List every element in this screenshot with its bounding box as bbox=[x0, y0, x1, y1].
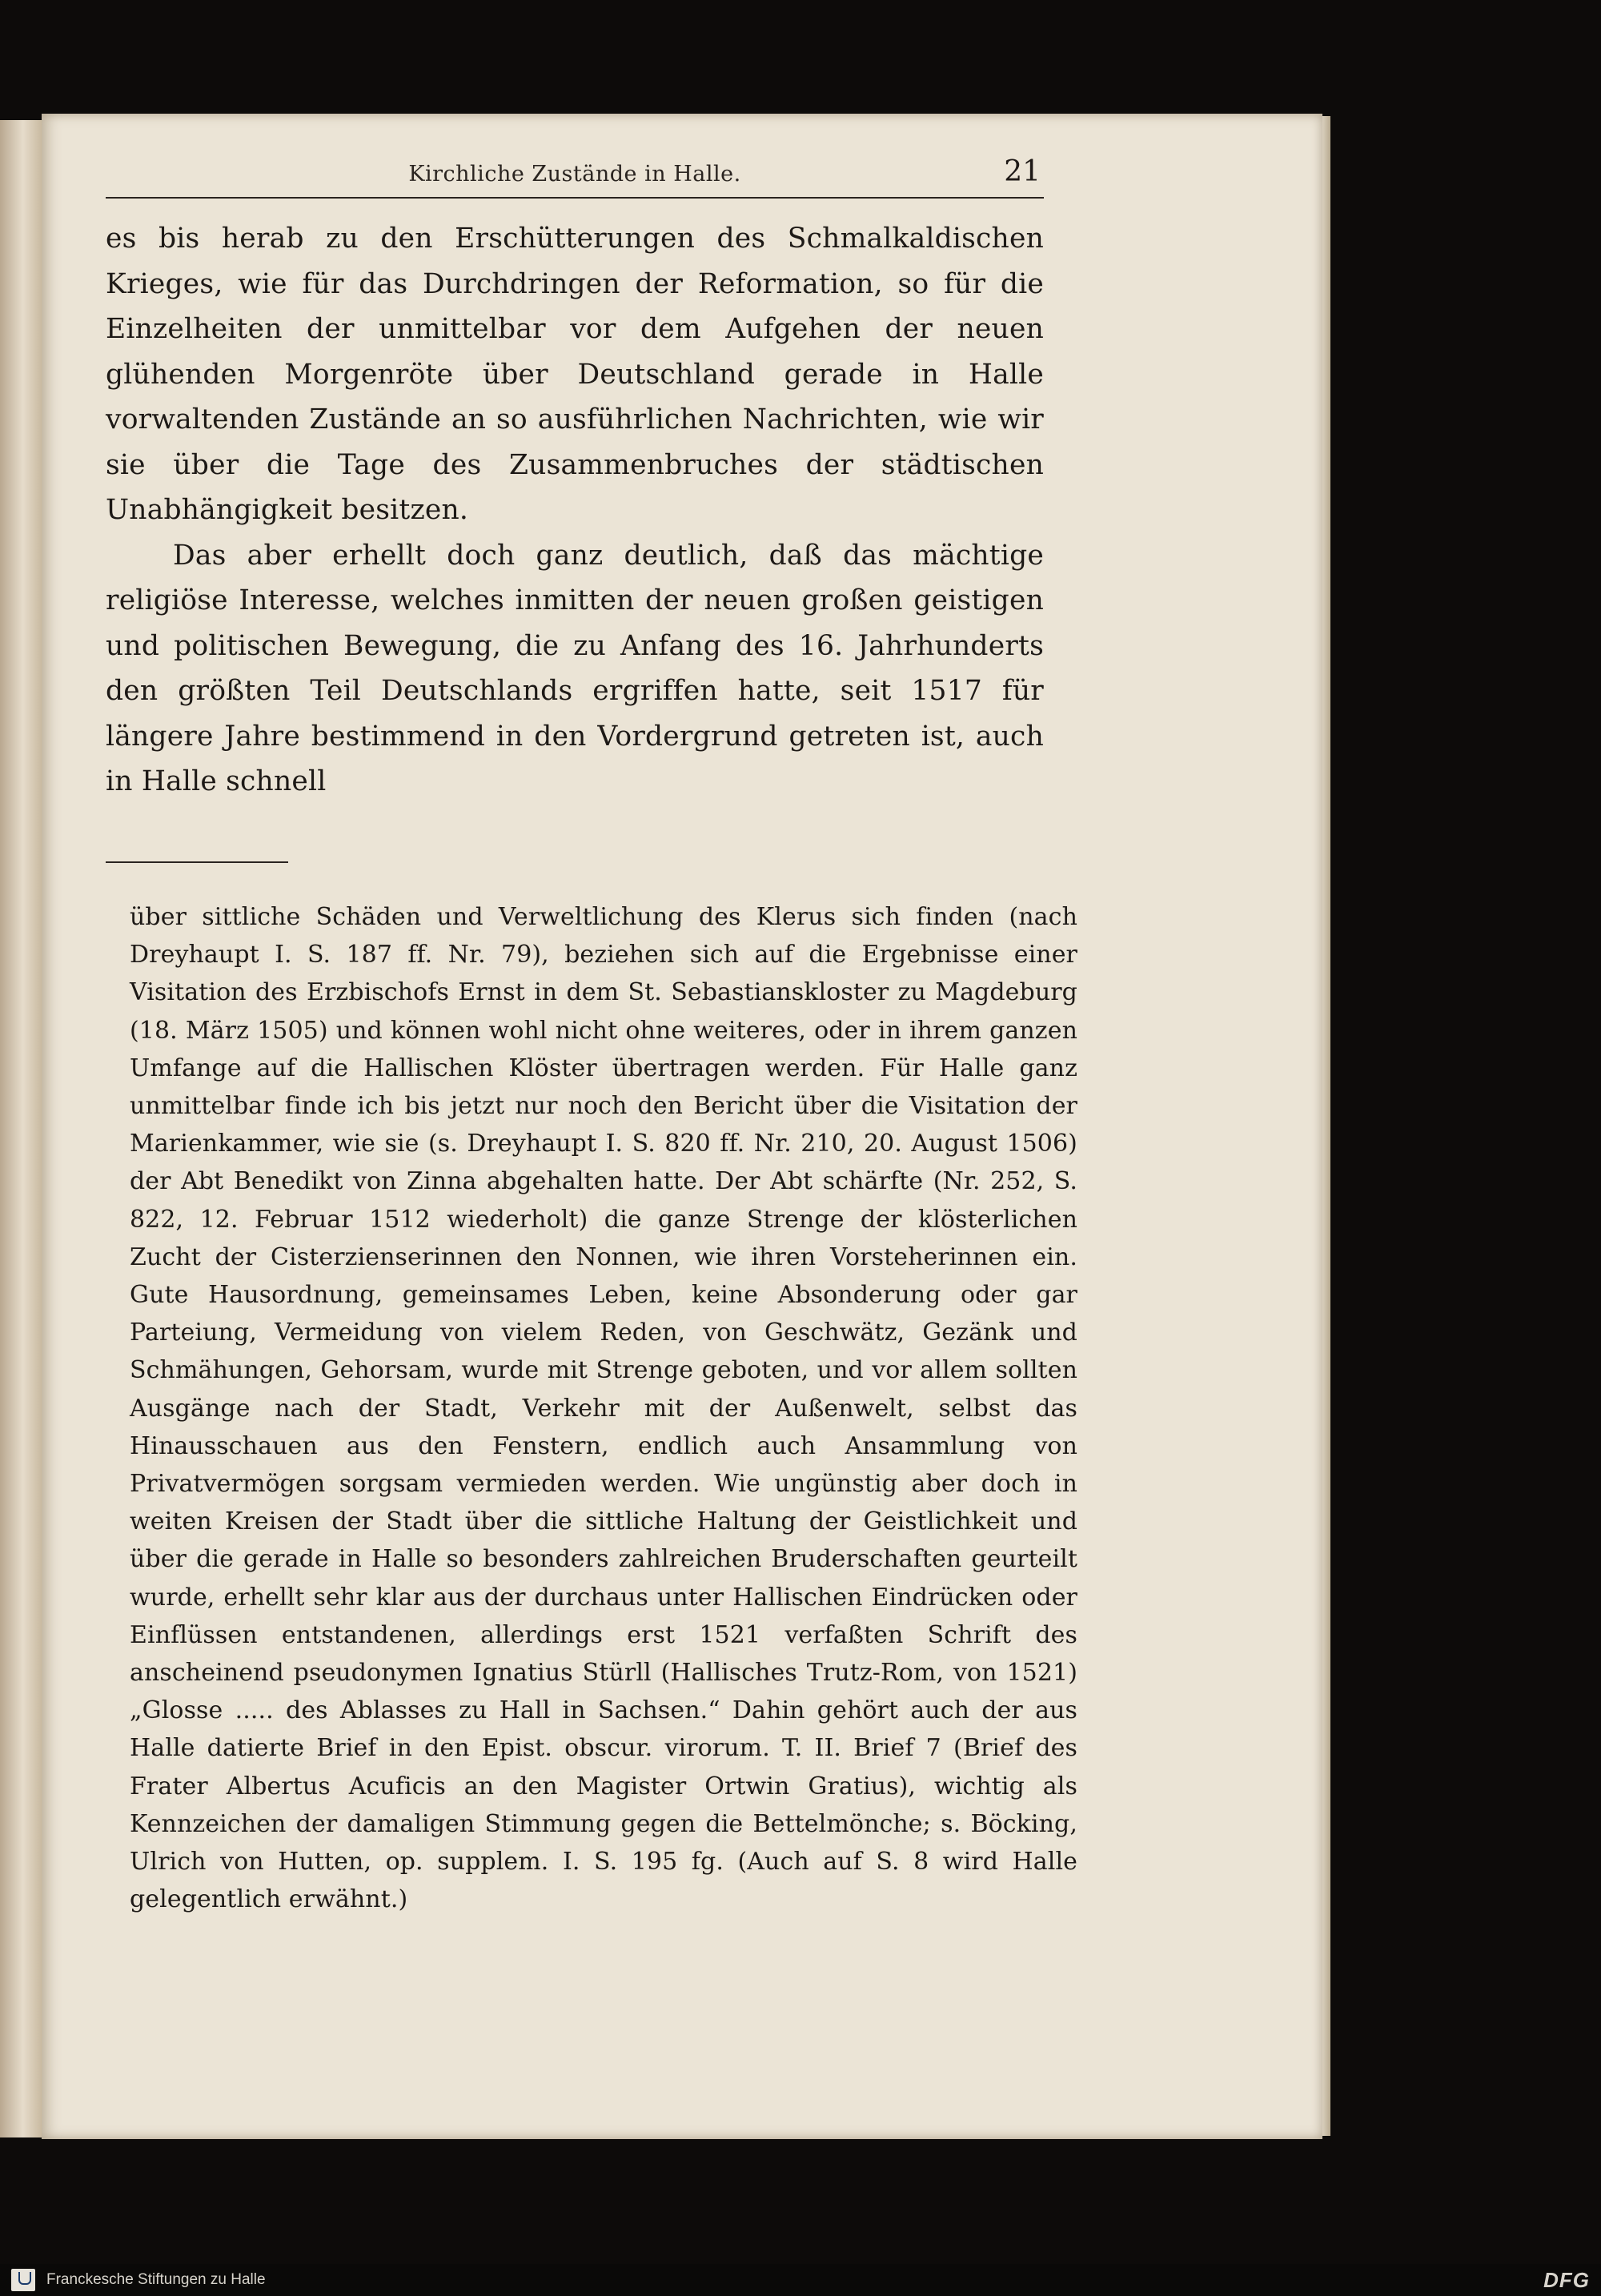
paragraph: es bis herab zu den Erschütterungen des Schmalkaldischen Krieges, wie für das Durchdringen der Reformation, so für die Einzelheiten der unmittelbar vor dem Aufgehen der neuen glühenden Morgenröte über Deutschland gerade in Halle vorwaltenden Zustände an so ausführlichen Nachrichten, wie wir sie über die Tage des Zusammenbruches der städtischen Unabhängigkeit besitzen. bbox=[106, 223, 1044, 526]
dfg-logo: DFG bbox=[1543, 2268, 1590, 2292]
running-head bbox=[106, 157, 1044, 199]
footnote bbox=[130, 898, 1077, 1918]
institution-label: Franckesche Stiftungen zu Halle bbox=[46, 2271, 266, 2288]
footer-bar bbox=[0, 2264, 1601, 2296]
page-number: 21 bbox=[1004, 155, 1041, 188]
running-title: Kirchliche Zustände in Halle. bbox=[408, 162, 741, 187]
footnote-text: über sittliche Schäden und Verweltlichung des Klerus sich finden (nach Dreyhaupt I. S. 187 ff. Nr. 79), beziehen sich auf die Ergebnisse einer Visitation des Erzbischofs Ernst in dem St. Sebastianskloster zu Magdeburg (18. März 1505) und können wohl nicht ohne weiteres, oder in ihrem ganzen Umfange auf die Hallischen Klöster übertragen werden. Für Halle ganz unmittelbar finde ich bis jetzt nur noch den Bericht über die Visitation der Marienkammer, wie sie (s. Dreyhaupt I. S. 820 ff. Nr. 210, 20. August 1506) der Abt Benedikt von Zinna abgehalten hatte. Der Abt schärfte (Nr. 252, S. 822, 12. Februar 1512 wiederholt) die ganze Strenge der klösterlichen Zucht der Cisterzienserinnen den Nonnen, wie ihren Vorsteherinnen ein. Gute Hausordnung, gemeinsames Leben, keine Absonderung oder gar Parteiung, Vermeidung von vielem Reden, von Geschwätz, Gezänk und Schmähungen, Gehorsam, wurde mit Strenge geboten, und vor allem sollten Ausgänge nach der Stadt, Verkehr mit der Außenwelt, selbst das Hinausschauen aus den Fenstern, endlich auch Ansammlung von Privatvermögen sorgsam vermieden werden. Wie ungünstig aber doch in weiten Kreisen der Stadt über die sittliche Haltung der Geistlichkeit und über die gerade in Halle so besonders zahlreichen Bruderschaften geurteilt wurde, erhellt sehr klar aus der durchaus unter Hallischen Eindrücken oder Einflüssen entstandenen, allerdings erst 1521 verfaßten Schrift des anscheinend pseudonymen Ignatius Stürll (Hallisches Trutz-Rom, von 1521) „Glosse ..... des Ablasses zu Hall in Sachsen.“ Dahin gehört auch der aus Halle datierte Brief in den Epist. obscur. virorum. T. II. Brief 7 (Brief des Frater Albertus Acuficis an den Magister Ortwin Gratius), wichtig als Kennzeichen der damaligen Stimmung gegen die Bettelmönche; s. Böcking, Ulrich von Hutten, op. supplem. I. S. 195 fg. (Auch auf S. 8 wird Halle gelegentlich erwähnt.) bbox=[130, 903, 1077, 1914]
paragraph: Das aber erhellt doch ganz deutlich, daß das mächtige religiöse Interesse, welches inmitten der neuen großen geistigen und politischen Bewegung, die zu Anfang des 16. Jahrhunderts den größten Teil Deutschlands ergriffen hatte, seit 1517 für längere Jahre bestimmend in den Vordergrund getreten ist, auch in Halle schnell bbox=[106, 539, 1044, 797]
institution-logo-icon bbox=[11, 2269, 35, 2291]
page-fore-edge bbox=[1322, 116, 1330, 2136]
main-text bbox=[106, 216, 1044, 805]
left-page-edge bbox=[0, 120, 43, 2137]
footnote-rule bbox=[106, 861, 288, 863]
